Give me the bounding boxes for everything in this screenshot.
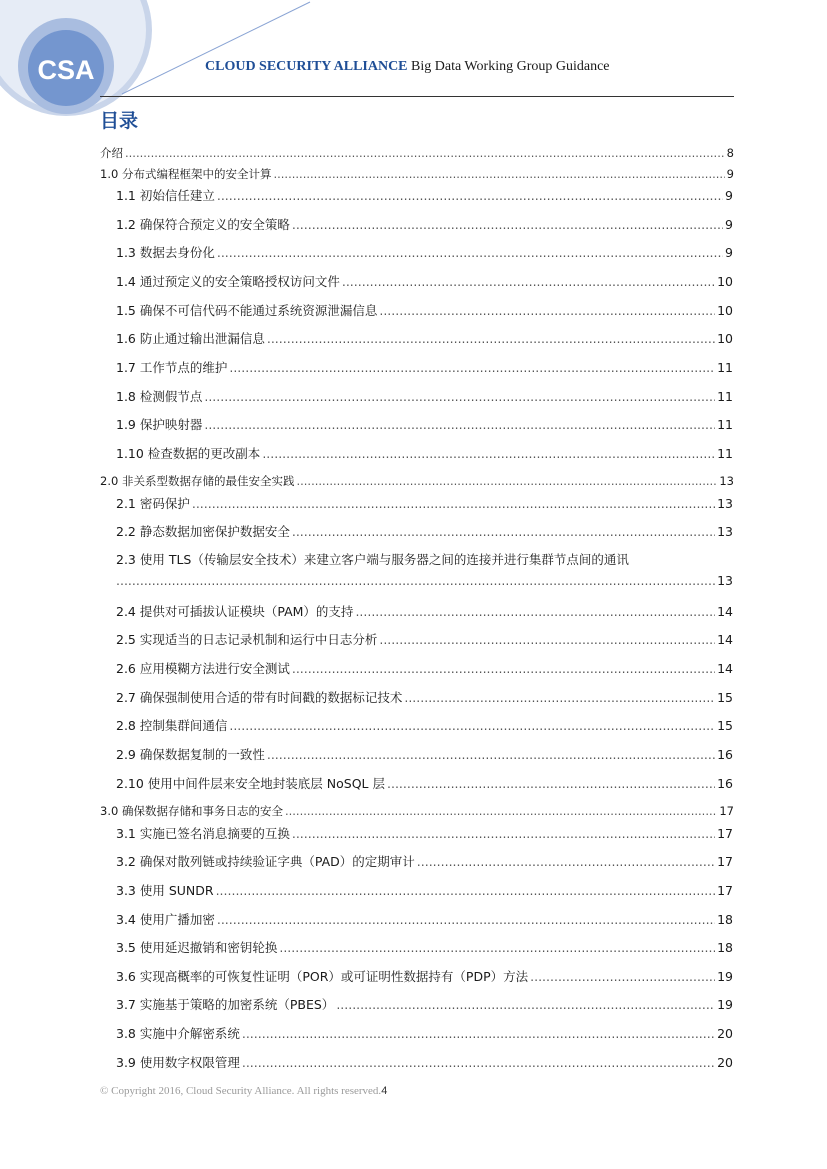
toc-leader <box>116 573 715 588</box>
toc-entry-label: 1.6 防止通过输出泄漏信息 <box>116 331 265 346</box>
toc-entry[interactable] <box>100 145 734 161</box>
toc-leader <box>192 496 715 511</box>
toc-entry-page: 15 <box>717 718 733 733</box>
toc-entry-page: 13 <box>719 474 734 488</box>
toc-leader <box>404 690 715 705</box>
toc-entry-label: 1.1 初始信任建立 <box>116 188 215 203</box>
toc-entry-page: 17 <box>717 854 733 869</box>
toc-entry-label: 2.7 确保强制使用合适的带有时间戳的数据标记技术 <box>116 690 403 705</box>
toc-leader <box>267 747 715 762</box>
toc-entry-label: 3.9 使用数字权限管理 <box>116 1055 240 1070</box>
toc-entry[interactable] <box>116 186 733 204</box>
toc-entry-label: 2.0 非关系型数据存储的最佳安全实践 <box>100 474 295 488</box>
page-number: 4 <box>381 1085 388 1097</box>
toc-entry-page: 14 <box>717 661 733 676</box>
toc-entry-label: 2.2 静态数据加密保护数据安全 <box>116 524 290 539</box>
toc-entry-page: 8 <box>726 146 734 160</box>
toc-entry-page: 17 <box>717 883 733 898</box>
toc-entry-label: 2.3 使用 TLS（传输层安全技术）来建立客户端与服务器之间的连接并进行集群节点间的通讯 <box>116 552 629 567</box>
toc-leader <box>292 661 715 676</box>
toc-leader <box>204 417 715 432</box>
toc-entry[interactable] <box>116 358 733 376</box>
toc-entry-page: 15 <box>717 690 733 705</box>
toc-entry[interactable] <box>116 494 733 512</box>
toc-leader <box>292 826 715 841</box>
toc-entry-page: 9 <box>725 245 733 260</box>
toc-entry-page: 14 <box>717 632 733 647</box>
toc-entry-label: 1.10 检查数据的更改副本 <box>116 446 261 461</box>
toc-entry-page: 19 <box>717 969 733 984</box>
toc-entry-page: 19 <box>717 997 733 1012</box>
toc-entry-label: 1.5 确保不可信代码不能通过系统资源泄漏信息 <box>116 303 378 318</box>
toc-entry-label: 1.7 工作节点的维护 <box>116 360 228 375</box>
copyright-text: © Copyright 2016, Cloud Security Alliance. All rights reserved. <box>100 1085 382 1097</box>
toc-leader <box>267 331 715 346</box>
toc-entry[interactable] <box>116 387 733 405</box>
toc-entry-page: 13 <box>717 524 733 539</box>
toc-entry[interactable] <box>116 1053 733 1071</box>
toc-entry-page: 17 <box>717 826 733 841</box>
toc-entry-label: 3.5 使用延迟撤销和密钥轮换 <box>116 940 278 955</box>
toc-entry-label: 2.9 确保数据复制的一致性 <box>116 747 265 762</box>
toc-entry[interactable] <box>116 215 733 233</box>
toc-leader <box>417 854 715 869</box>
toc-leader <box>273 167 724 181</box>
toc-entry[interactable] <box>100 803 734 819</box>
toc-entry-continuation <box>116 573 733 588</box>
toc-leader <box>217 912 715 927</box>
toc-entry-page: 13 <box>717 496 733 511</box>
toc-leader <box>285 804 717 818</box>
toc-entry-page: 10 <box>717 331 733 346</box>
toc-entry-page: 16 <box>717 776 733 791</box>
toc-entry-label: 1.9 保护映射器 <box>116 417 203 432</box>
toc-leader <box>379 632 715 647</box>
toc-entry-page: 10 <box>717 274 733 289</box>
toc-leader <box>242 1055 715 1070</box>
toc-entry-label: 2.6 应用模糊方法进行安全测试 <box>116 661 290 676</box>
toc-entry-label: 3.3 使用 SUNDR <box>116 883 214 898</box>
toc-entry[interactable] <box>116 852 733 870</box>
toc-leader <box>292 217 723 232</box>
toc-entry-page: 11 <box>717 417 733 432</box>
toc-entry[interactable] <box>116 1024 733 1042</box>
toc-leader <box>342 274 715 289</box>
toc-entry[interactable] <box>116 824 733 842</box>
toc-leader <box>355 604 715 619</box>
toc-entry[interactable] <box>100 473 734 489</box>
toc-leader <box>204 389 715 404</box>
toc-entry-page: 9 <box>725 188 733 203</box>
toc-entry[interactable] <box>116 745 733 763</box>
toc-entry-label: 1.3 数据去身份化 <box>116 245 215 260</box>
toc-entry[interactable] <box>116 272 733 290</box>
toc-entry-label: 1.4 通过预定义的安全策略授权访问文件 <box>116 274 340 289</box>
toc-entry[interactable] <box>116 938 733 956</box>
toc-entry-page: 11 <box>717 360 733 375</box>
logo-text: CSA <box>37 55 95 85</box>
toc-leader <box>125 146 725 160</box>
toc-leader <box>336 997 715 1012</box>
toc-entry[interactable] <box>116 522 733 540</box>
toc-leader <box>292 524 715 539</box>
toc-entry-page: 18 <box>717 912 733 927</box>
toc-entry-label: 3.8 实施中介解密系统 <box>116 1026 240 1041</box>
toc-leader <box>217 188 723 203</box>
toc-entry[interactable] <box>116 301 733 319</box>
toc-entry-label: 3.6 实现高概率的可恢复性证明（POR）或可证明性数据持有（PDP）方法 <box>116 969 529 984</box>
toc-entry-page: 16 <box>717 747 733 762</box>
org-name: CLOUD SECURITY ALLIANCE <box>205 59 408 74</box>
toc-entry-label: 介绍 <box>100 146 123 160</box>
toc-leader <box>262 446 715 461</box>
toc-entry-page: 20 <box>717 1055 733 1070</box>
toc-leader <box>229 718 715 733</box>
toc-entry[interactable] <box>116 329 733 347</box>
toc-entry-page: 10 <box>717 303 733 318</box>
toc-entry[interactable] <box>116 630 733 648</box>
toc-entry-page: 18 <box>717 940 733 955</box>
toc-entry[interactable] <box>116 716 733 734</box>
toc-leader <box>379 303 715 318</box>
toc-leader <box>279 940 715 955</box>
toc-entry-label: 3.1 实施已签名消息摘要的互换 <box>116 826 290 841</box>
toc-entry-page: 14 <box>717 604 733 619</box>
toc-entry-label: 2.4 提供对可插拔认证模块（PAM）的支持 <box>116 604 354 619</box>
toc-entry-label: 3.7 实施基于策略的加密系统（PBES） <box>116 997 335 1012</box>
toc-entry-page: 11 <box>717 446 733 461</box>
toc-entry-label: 2.5 实现适当的日志记录机制和运行中日志分析 <box>116 632 378 647</box>
toc-entry-page: 20 <box>717 1026 733 1041</box>
toc-leader <box>216 883 716 898</box>
toc-entry[interactable] <box>116 967 733 985</box>
toc-entry[interactable] <box>116 774 733 792</box>
toc-entry-page: 9 <box>725 217 733 232</box>
toc-entry[interactable] <box>116 602 733 620</box>
page-footer <box>100 1085 387 1097</box>
toc-entry-page: 17 <box>719 804 734 818</box>
toc-entry-label: 3.2 确保对散列链或持续验证字典（PAD）的定期审计 <box>116 854 415 869</box>
toc-entry-page: 13 <box>717 573 733 588</box>
toc-leader <box>242 1026 715 1041</box>
toc-entry-label: 2.10 使用中间件层来安全地封装底层 NoSQL 层 <box>116 776 385 791</box>
toc-leader <box>296 474 717 488</box>
toc-entry[interactable] <box>116 995 733 1013</box>
toc-entry-label: 1.0 分布式编程框架中的安全计算 <box>100 167 272 181</box>
toc-entry-page: 9 <box>726 167 734 181</box>
toc-entry[interactable] <box>116 688 733 706</box>
toc-entry-label: 1.2 确保符合预定义的安全策略 <box>116 217 290 232</box>
toc-entry-label: 3.4 使用广播加密 <box>116 912 215 927</box>
toc-entry[interactable] <box>116 910 733 928</box>
toc-leader <box>217 245 723 260</box>
toc-entry[interactable] <box>116 243 733 261</box>
toc-leader <box>229 360 715 375</box>
doc-title: Big Data Working Group Guidance <box>407 59 610 74</box>
toc-entry[interactable] <box>116 659 733 677</box>
toc-entry-label: 1.8 检测假节点 <box>116 389 203 404</box>
toc-leader <box>387 776 715 791</box>
toc-entry[interactable] <box>116 415 733 433</box>
toc-entry-label: 3.0 确保数据存储和事务日志的安全 <box>100 804 283 818</box>
toc-entry[interactable] <box>116 444 733 462</box>
toc-entry-label: 2.1 密码保护 <box>116 496 190 511</box>
toc-entry[interactable] <box>100 166 734 182</box>
toc-heading: 目录 <box>100 110 139 132</box>
toc-entry[interactable] <box>116 881 733 899</box>
toc-leader <box>530 969 715 984</box>
toc-entry-page: 11 <box>717 389 733 404</box>
toc-entry-label: 2.8 控制集群间通信 <box>116 718 228 733</box>
